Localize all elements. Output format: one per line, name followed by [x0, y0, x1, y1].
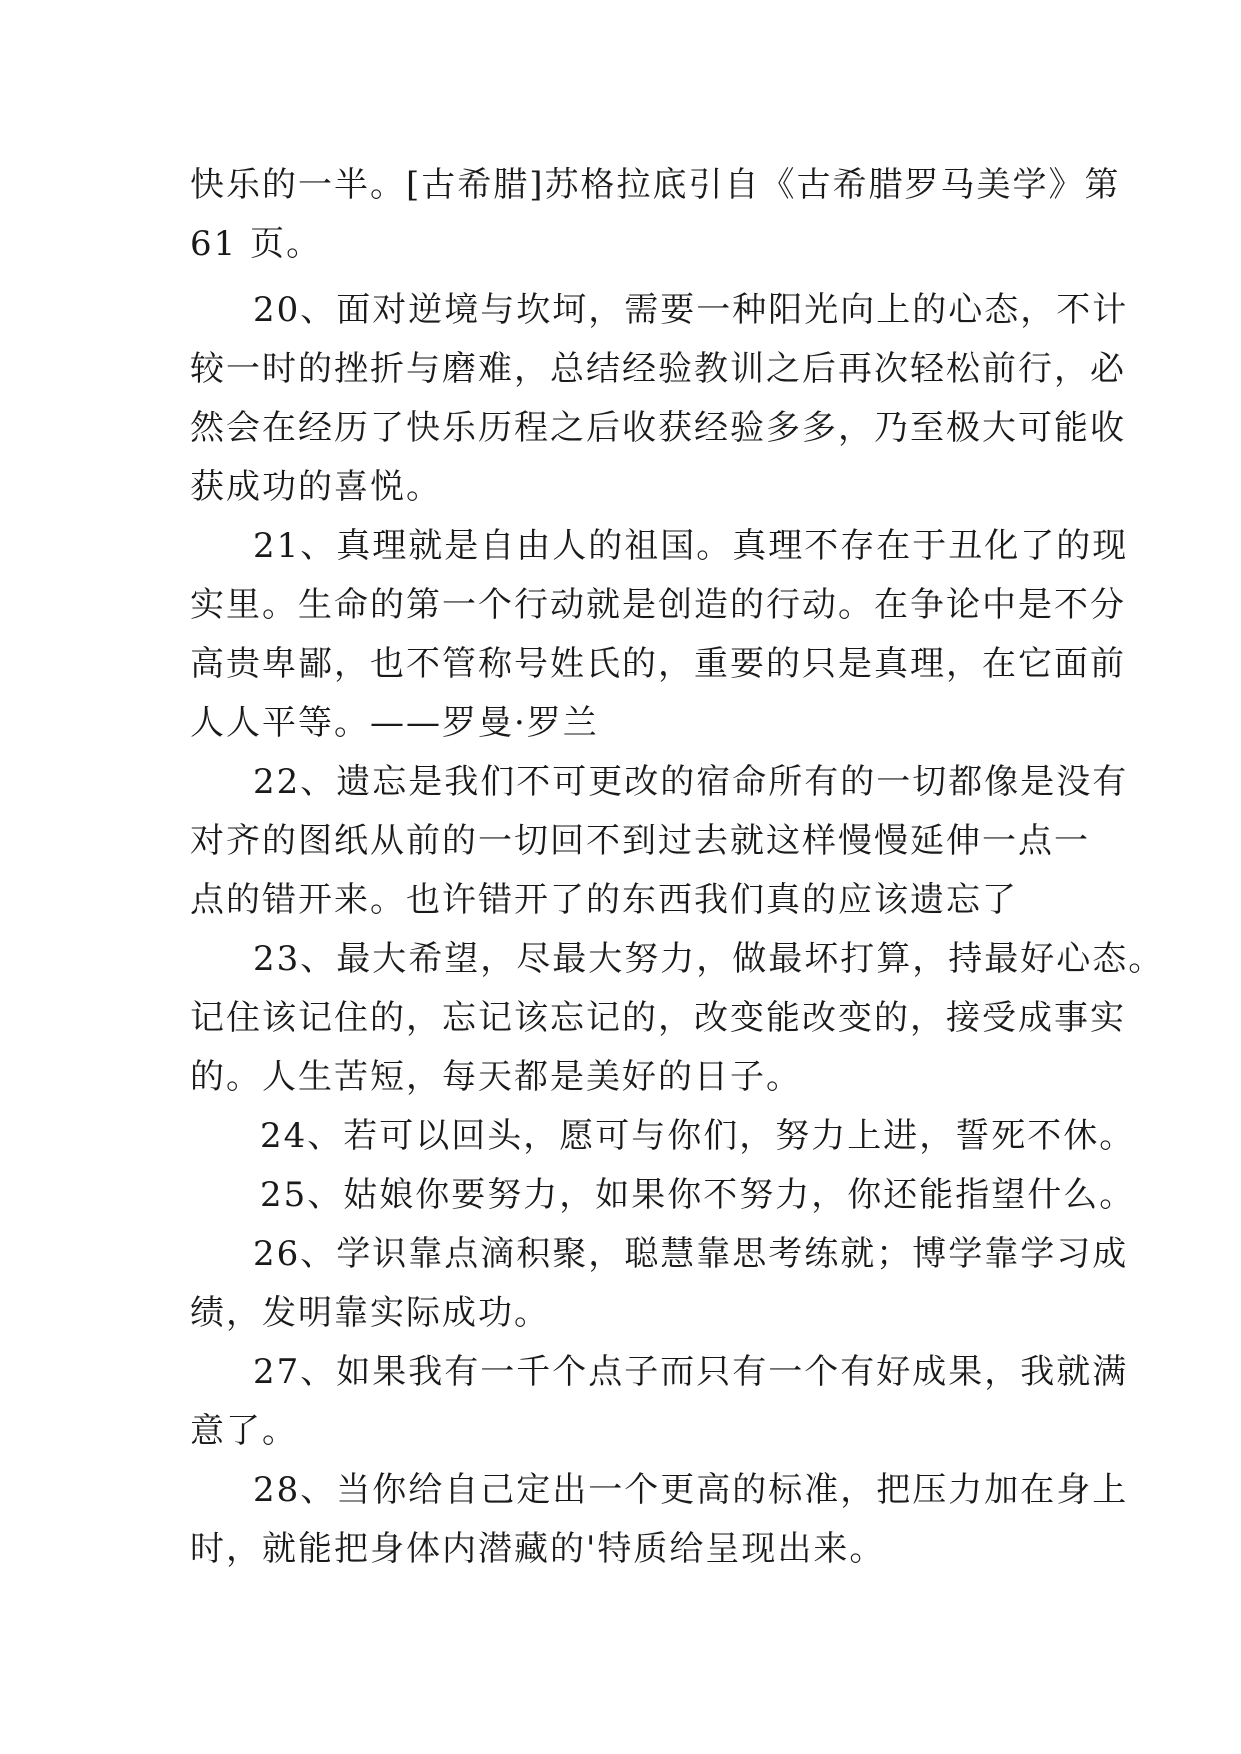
text-line: 记住该记住的，忘记该忘记的，改变能改变的，接受成事实: [190, 998, 1126, 1038]
text-line: 21、真理就是自由人的祖国。真理不存在于丑化了的现: [253, 526, 1129, 566]
text-line: 绩，发明靠实际成功。: [190, 1293, 550, 1333]
paragraph-21: [190, 517, 1129, 753]
paragraph-25: [190, 1166, 1136, 1225]
text-line: 对齐的图纸从前的一切回不到过去就这样慢慢延伸一点一: [190, 821, 1090, 861]
text-line: 然会在经历了快乐历程之后收获经验多多，乃至极大可能收: [190, 408, 1126, 448]
paragraph-19-tail: [190, 156, 1121, 274]
text-line: 快乐的一半。[古希腊]苏格拉底引自《古希腊罗马美学》第: [190, 165, 1121, 205]
paragraph-22: [190, 753, 1129, 930]
text-line: 意了。: [190, 1411, 298, 1451]
text-line: 28、当你给自己定出一个更高的标准，把压力加在身上: [253, 1470, 1129, 1510]
text-line: 时，就能把身体内潜藏的'特质给呈现出来。: [190, 1529, 886, 1569]
text-line: 23、最大希望，尽最大努力，做最坏打算，持最好心态。: [253, 939, 1165, 979]
text-line: 较一时的挫折与磨难，总结经验教训之后再次轻松前行，必: [190, 349, 1126, 389]
text-line: 的。人生苦短，每天都是美好的日子。: [190, 1057, 802, 1097]
text-line: 20、面对逆境与坎坷，需要一种阳光向上的心态，不计: [253, 290, 1129, 330]
paragraph-27: [190, 1343, 1129, 1461]
text-line: 高贵卑鄙，也不管称号姓氏的，重要的只是真理，在它面前: [190, 644, 1126, 684]
paragraph-23: [190, 930, 1165, 1107]
paragraph-20: [190, 281, 1129, 517]
text-line: 实里。生命的第一个行动就是创造的行动。在争论中是不分: [190, 585, 1126, 625]
text-line: 人人平等。——罗曼·罗兰: [190, 703, 599, 743]
paragraph-24: [190, 1107, 1136, 1166]
text-line: 27、如果我有一千个点子而只有一个有好成果，我就满: [253, 1352, 1129, 1392]
text-line: 61 页。: [190, 224, 323, 264]
text-line: 26、学识靠点滴积聚，聪慧靠思考练就；博学靠学习成: [253, 1234, 1129, 1274]
paragraph-26: [190, 1225, 1129, 1343]
text-line: 24、若可以回头，愿可与你们，努力上进，誓死不休。: [260, 1116, 1136, 1156]
text-line: 点的错开来。也许错开了的东西我们真的应该遗忘了: [190, 880, 1018, 920]
text-line: 25、姑娘你要努力，如果你不努力，你还能指望什么。: [260, 1175, 1136, 1215]
document-body: [190, 156, 1165, 1579]
text-line: 22、遗忘是我们不可更改的宿命所有的一切都像是没有: [253, 762, 1129, 802]
paragraph-28: [190, 1461, 1129, 1579]
text-line: 获成功的喜悦。: [190, 467, 442, 507]
